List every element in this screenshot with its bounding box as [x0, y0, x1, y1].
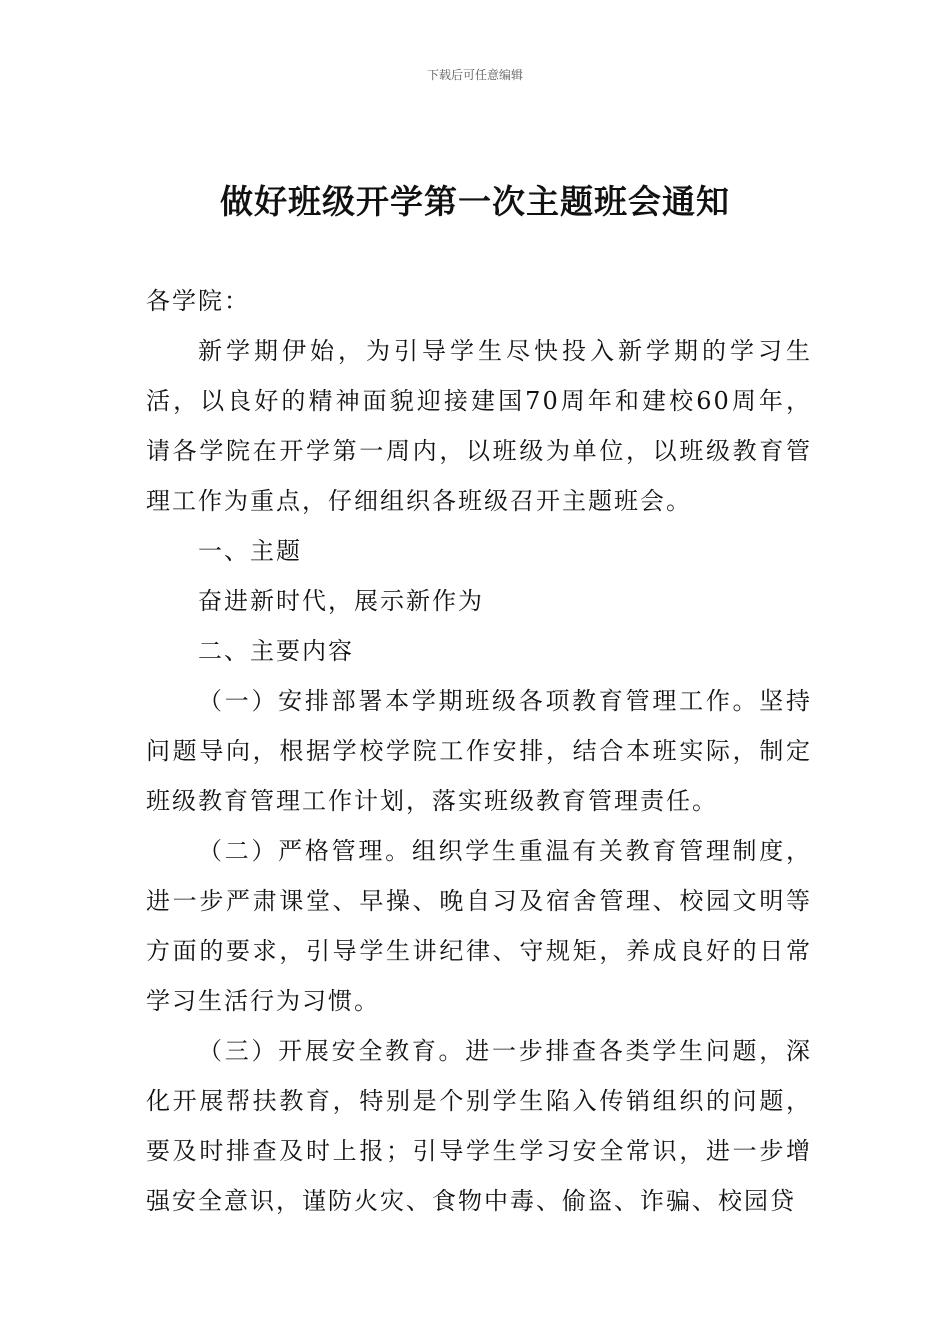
page-header-note: 下载后可任意编辑	[426, 68, 523, 82]
section-heading-content: 二、主要内容	[198, 637, 354, 665]
salutation: 各学院：	[146, 287, 250, 315]
theme-text: 奋进新时代，展示新作为	[198, 587, 484, 615]
section-heading-theme: 一、主题	[198, 537, 302, 565]
paragraph-item-1: （一）安排部署本学期班级各项教育管理工作。坚持问题导向，根据学校学院工作安排，结合本班实际，制定班级教育管理工作计划，落实班级教育管理责任。	[146, 687, 812, 815]
document-body	[146, 276, 812, 1226]
paragraph-intro: 新学期伊始，为引导学生尽快投入新学期的学习生活，以良好的精神面貌迎接建国70周年和建校60周年，请各学院在开学第一周内，以班级为单位，以班级教育管理工作为重点，仔细组织各班级召开主题班会。	[146, 337, 812, 515]
paragraph-item-3: （三）开展安全教育。进一步排查各类学生问题，深化开展帮扶教育，特别是个别学生陷入传销组织的问题，要及时排查及时上报；引导学生学习安全常识，进一步增强安全意识，谨防火灾、食物中毒、偷盗、诈骗、校园贷	[146, 1037, 812, 1215]
document-title: 做好班级开学第一次主题班会通知	[220, 182, 730, 221]
paragraph-item-2: （二）严格管理。组织学生重温有关教育管理制度，进一步严肃课堂、早操、晚自习及宿舍管理、校园文明等方面的要求，引导学生讲纪律、守规矩，养成良好的日常学习生活行为习惯。	[146, 837, 812, 1015]
